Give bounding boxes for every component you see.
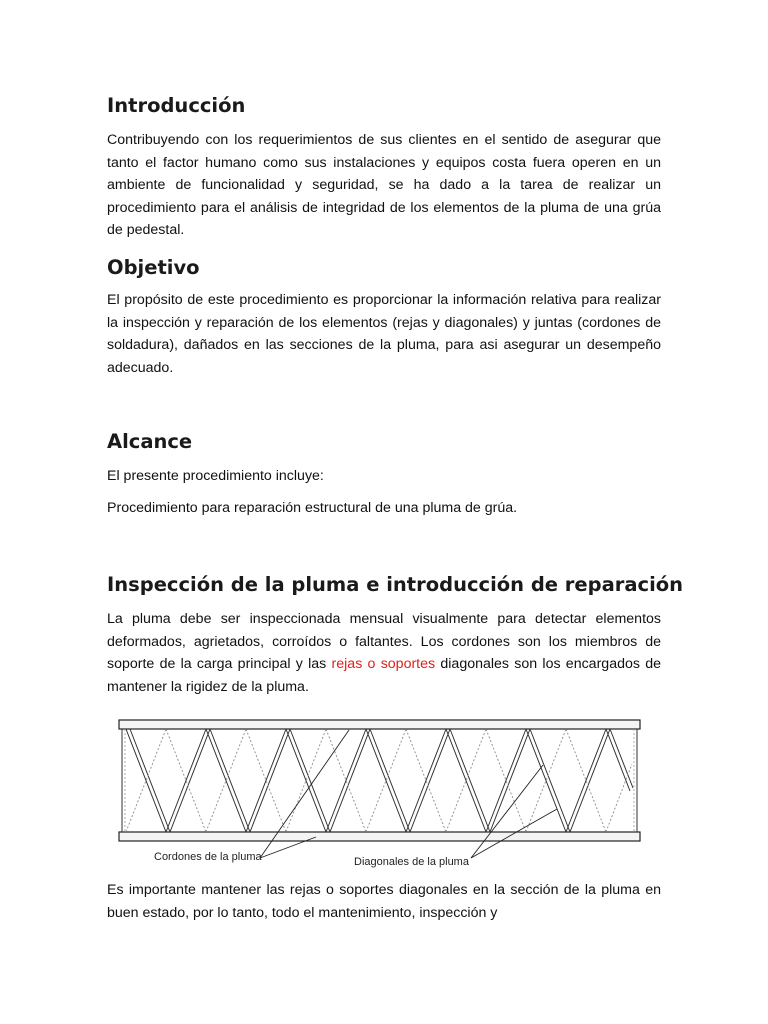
paragraph-alcance-intro: El presente procedimiento incluye: [107, 468, 324, 484]
inspeccion-text-end: diagonales son los encargados de mantener la rigidez de la pluma. [107, 656, 661, 695]
paragraph-inspeccion [107, 608, 661, 698]
inspeccion-highlight: rejas o soportes [331, 656, 436, 673]
paragraph-alcance-item: Procedimiento para reparación estructural de una pluma de grúa. [107, 500, 518, 516]
heading-objetivo: Objetivo [107, 256, 200, 279]
paragraph-objetivo: El propósito de este procedimiento es proporcionar la información relativa para realizar la inspección y reparación de los elementos (rejas y diagonales) y juntas (cordones de soldadura), dañados en las secciones de la pluma, para asi asegurar un desempeño adecuado. [107, 292, 661, 376]
lower-chord [119, 832, 640, 841]
heading-introduccion: Introducción [107, 94, 246, 117]
label-diagonales: Diagonales de la pluma [354, 856, 469, 868]
upper-chord [119, 720, 640, 729]
heading-alcance: Alcance [107, 430, 193, 453]
heading-inspeccion: Inspección de la pluma e introducción de reparación [107, 573, 684, 596]
paragraph-closing: Es importante mantener las rejas o soportes diagonales en la sección de la pluma en buen estado, por lo tanto, todo el mantenimiento, inspección y [107, 882, 661, 921]
inspeccion-text-start: La pluma debe ser inspeccionada mensual visualmente para detectar elementos deformados, agrietados, corroídos o faltantes. Los cordones son los miembros de soporte de la carga principal y las [107, 611, 661, 673]
boom-truss-diagram [108, 706, 660, 874]
diagonals-front [126, 729, 633, 832]
label-cordones: Cordones de la pluma [154, 851, 262, 863]
diagonals-back [126, 729, 632, 832]
paragraph-introduccion: Contribuyendo con los requerimientos de sus clientes en el sentido de asegurar que tanto el factor humano como sus instalaciones y equipos costa fuera operen en un ambiente de funcionalidad y seguridad, se ha dado a la tarea de realizar un procedimiento para el análisis de integridad de los elementos de la pluma de una grúa de pedestal. [107, 132, 661, 239]
